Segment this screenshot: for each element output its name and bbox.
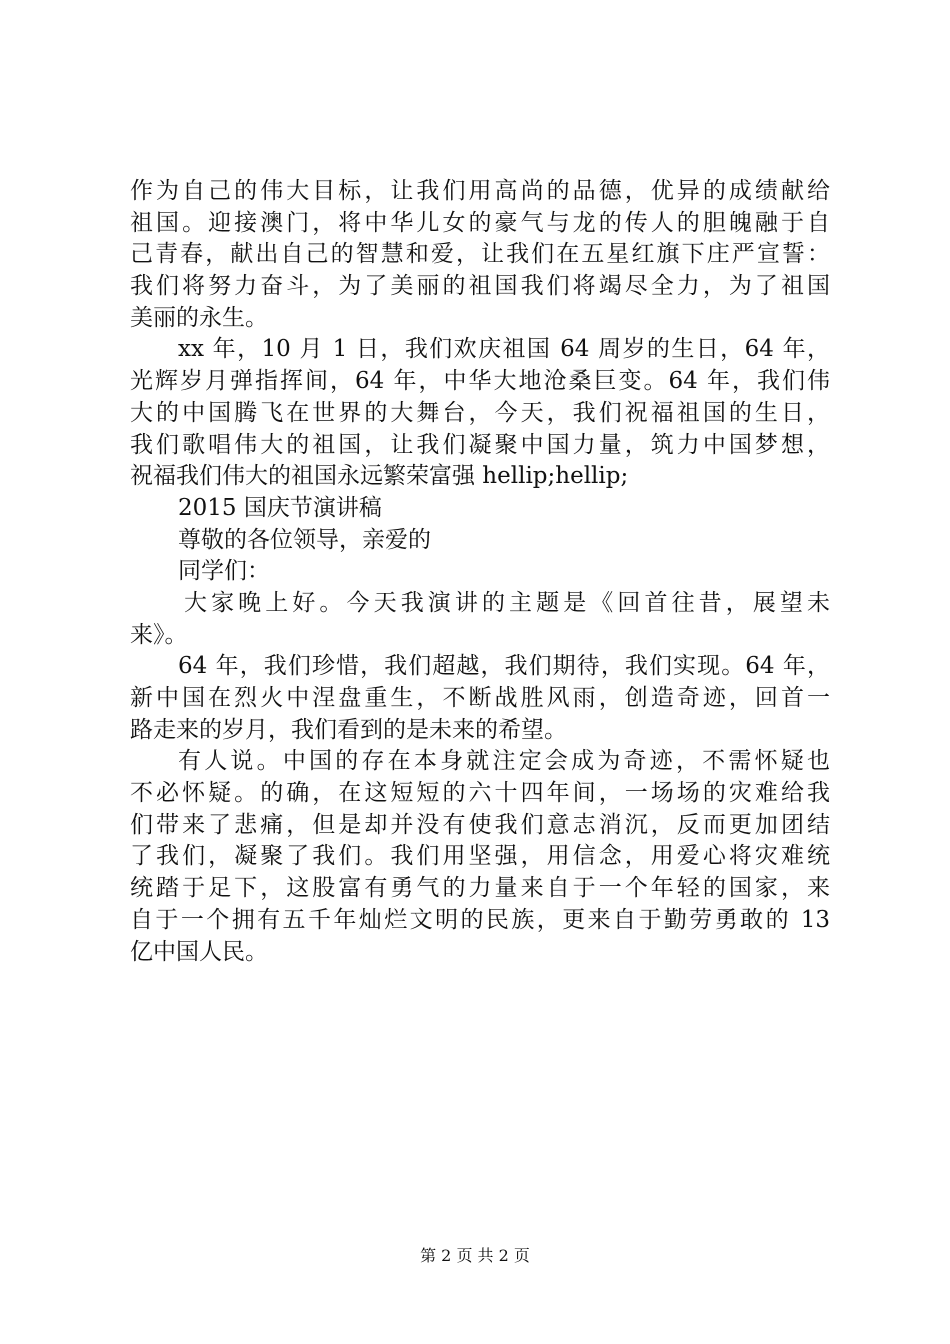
text-line: 美丽的永生。: [130, 304, 268, 331]
text-line: 尊敬的各位领导，亲爱的: [178, 526, 431, 553]
text-line: 自于一个拥有五千年灿烂文明的民族，更来自于勤劳勇敢的 13: [130, 906, 830, 933]
text-line: 光辉岁月弹指挥间，64 年，中华大地沧桑巨变。64 年，我们伟: [130, 368, 830, 395]
page-footer: 第 2 页 共 2 页: [420, 1246, 530, 1265]
text-line: 有人说。中国的存在本身就注定会成为奇迹，不需怀疑也: [178, 748, 830, 775]
text-line: 祝福我们伟大的祖国永远繁荣富强 hellip;hellip;: [130, 463, 629, 490]
text-line: 我们歌唱伟大的祖国，让我们凝聚中国力量，筑力中国梦想，: [130, 431, 830, 458]
text-line: 亿中国人民。: [130, 938, 268, 965]
text-line: 大家晚上好。今天我演讲的主题是《回首往昔，展望未: [184, 589, 830, 616]
text-line: 来》。: [130, 621, 188, 648]
text-line: 路走来的岁月，我们看到的是未来的希望。: [130, 716, 567, 743]
text-line: 了我们，凝聚了我们。我们用坚强，用信念，用爱心将灾难统: [130, 843, 830, 870]
text-line: 统踏于足下，这股富有勇气的力量来自于一个年轻的国家，来: [130, 875, 830, 902]
text-line: 我们将努力奋斗，为了美丽的祖国我们将竭尽全力，为了祖国: [130, 273, 830, 300]
document-body: [130, 176, 830, 968]
text-line: 大的中国腾飞在世界的大舞台，今天，我们祝福祖国的生日，: [130, 399, 830, 426]
text-line: 们带来了悲痛，但是却并没有使我们意志消沉，反而更加团结: [130, 811, 830, 838]
text-line: 新中国在烈火中涅盘重生，不断战胜风雨，创造奇迹，回首一: [130, 685, 830, 711]
text-line: 不必怀疑。的确，在这短短的六十四年间，一场场的灾难给我: [130, 780, 830, 807]
text-line: 2015 国庆节演讲稿: [178, 494, 382, 521]
text-line: 祖国。迎接澳门，将中华儿女的豪气与龙的传人的胆魄融于自: [130, 209, 830, 236]
text-line: 64 年，我们珍惜，我们超越，我们期待，我们实现。64 年，: [178, 653, 830, 680]
text-line: 己青春，献出自己的智慧和爱，让我们在五星红旗下庄严宣誓：: [130, 241, 830, 268]
text-line: xx 年，10 月 1 日，我们欢庆祖国 64 周岁的生日，64 年，: [178, 336, 830, 363]
text-line: 同学们：: [178, 558, 270, 585]
text-line: 作为自己的伟大目标，让我们用高尚的品德，优异的成绩献给: [130, 178, 830, 204]
